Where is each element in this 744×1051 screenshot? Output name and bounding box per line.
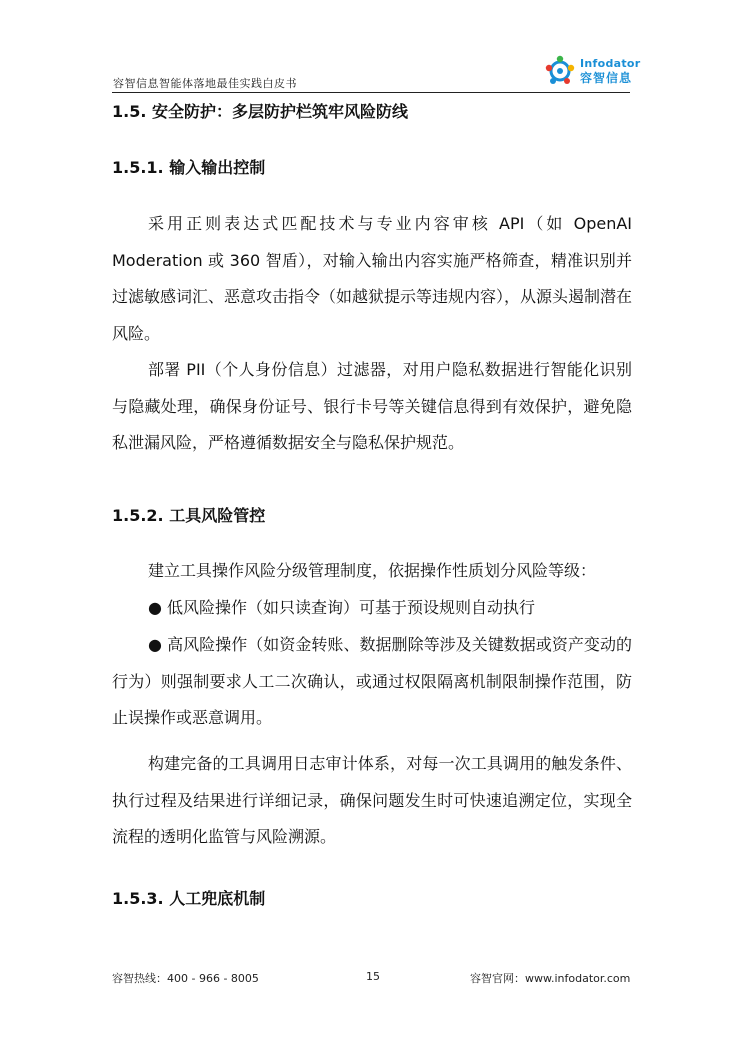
footer-hotline: 容智热线：400 - 966 - 8005 (112, 972, 259, 985)
paragraph: 采用正则表达式匹配技术与专业内容审核 API（如 OpenAI Moderation 或 360 智盾），对输入输出内容实施严格筛查，精准识别并过滤敏感词汇、恶意攻击指令（如越狱提示等违规内容），从源头遏制潜在风险。 (112, 214, 633, 343)
paragraph: 构建完备的工具调用日志审计体系，对每一次工具调用的触发条件、执行过程及结果进行详细记录，确保问题发生时可快速追溯定位，实现全流程的透明化监管与风险溯源。 (112, 754, 632, 846)
page-number: 15 (366, 970, 380, 983)
logo-text-en: Infodator (580, 57, 641, 70)
paragraph: 部署 PII（个人身份信息）过滤器，对用户隐私数据进行智能化识别与隐藏处理，确保身份证号、银行卡号等关键信息得到有效保护，避免隐私泄漏风险，严格遵循数据安全与隐私保护规范。 (112, 360, 632, 452)
bullet-item: ● 低风险操作（如只读查询）可基于预设规则自动执行 (148, 598, 536, 617)
section-heading-1-5-2: 1.5.2. 工具风险管控 (112, 506, 266, 525)
logo-mark-icon (544, 54, 578, 86)
document-title: 容智信息智能体落地最佳实践白皮书 (113, 77, 297, 90)
company-logo (544, 54, 641, 86)
bullet-item: ● 高风险操作（如资金转账、数据删除等涉及关键数据或资产变动的行为）则强制要求人工二次确认，或通过权限隔离机制限制操作范围，防止误操作或恶意调用。 (112, 635, 632, 727)
paragraph: 建立工具操作风险分级管理制度，依据操作性质划分风险等级： (148, 561, 597, 580)
logo-text-cn: 容智信息 (580, 71, 633, 85)
section-heading-1-5-3: 1.5.3. 人工兜底机制 (112, 889, 266, 908)
section-heading-1-5-1: 1.5.1. 输入输出控制 (112, 158, 266, 177)
footer-website: 容智官网：www.infodator.com (470, 972, 631, 985)
section-heading-1-5: 1.5. 安全防护：多层防护栏筑牢风险防线 (112, 102, 408, 121)
header-divider (112, 92, 630, 93)
